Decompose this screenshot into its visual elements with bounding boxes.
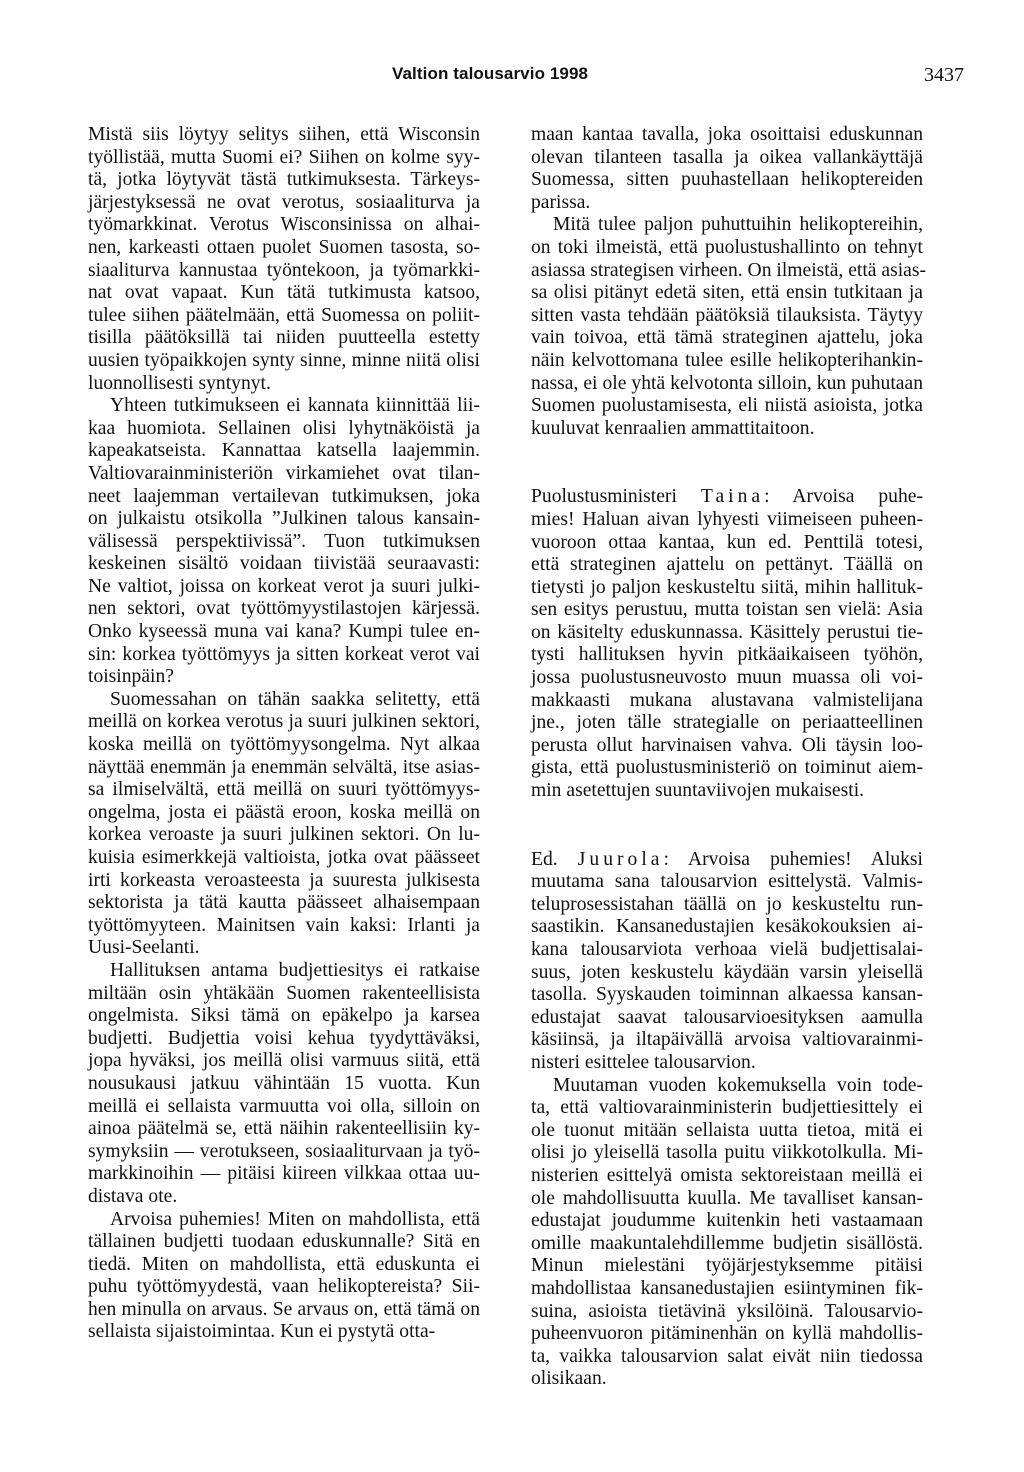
- text-line: näyttää enemmän ja enemmän selvältä, itse asias-: [88, 756, 480, 778]
- text-line: ole mahdollisuutta kuulla. Me tavalliset kansan-: [531, 1187, 923, 1209]
- paragraph: [531, 1075, 923, 1391]
- text-line: sen esitys perustuu, mutta toistan sen vielä: Asia: [531, 599, 923, 621]
- text-line: järjestyksessä ne ovat verotus, sosiaaliturva ja: [88, 191, 480, 213]
- text-line: Ne valtiot, joissa on korkeat verot ja suuri julki-: [88, 575, 480, 597]
- text-line: sektorista ja tätä kautta päässeet alhaisempaan: [88, 892, 480, 914]
- speaker-line: [531, 849, 923, 872]
- text-line: jne., joten tälle strategialle on periaatteellinen: [531, 712, 923, 734]
- text-line: työllistää, mutta Suomi ei? Siihen on kolme syy-: [88, 146, 480, 168]
- text-line: ongelma, josta ei päästä eroon, koska meillä on: [88, 801, 480, 823]
- speaker-prefix: Puolustusministeri: [531, 486, 701, 508]
- text-line: olisi jo yleisellä tasolla puitu viikkotolkulla. Mi-: [531, 1142, 923, 1164]
- text-line: välisessä perspektiivissä”. Tuon tutkimuksen: [88, 530, 480, 552]
- text-line: olevan tilanteen tasalla ja oikea vallankäyttäjä: [531, 146, 923, 168]
- paragraph: [88, 960, 480, 1209]
- text-line: nassa, ei ole yhtä kelvotonta silloin, kun puhutaan: [531, 372, 923, 394]
- text-line: koska meillä on työttömyysongelma. Nyt alkaa: [88, 734, 480, 756]
- text-line: Uusi-Seelanti.: [88, 937, 200, 959]
- text-line: siaaliturva kannustaa työntekoon, ja työmarkki-: [88, 259, 480, 281]
- text-line: kuisia esimerkkejä valtioista, jotka ovat päässeet: [88, 847, 480, 868]
- text-line: sa ilmiselvältä, että meillä on suuri työttömyys-: [88, 779, 480, 801]
- paragraph: [88, 395, 480, 689]
- text-line: ta, että valtiovarainministerin budjettiesittely ei: [531, 1097, 923, 1119]
- text-line: muutama sana talousarvion esittelystä. Valmis-: [531, 871, 923, 893]
- text-line: työttömyyteen. Mainitsen vain kaksi: Irlanti ja: [88, 914, 480, 936]
- text-line: nisteri esittelee talousarvion.: [531, 1051, 756, 1073]
- text-line: nisterien esittelyä omista sektoreistaan meillä ei: [531, 1164, 923, 1186]
- text-line: että strateginen ajattelu on pettänyt. Täällä on: [531, 554, 923, 576]
- text-line: maan kantaa tavalla, joka osoittaisi eduskunnan: [531, 124, 923, 145]
- text-line: min asetettujen suuntaviivojen mukaisesti.: [531, 780, 865, 802]
- text-line: Mistä siis löytyy selitys siihen, että Wisconsin: [88, 124, 480, 145]
- text-line: Minun mielestäni työjärjestyksemme pitäisi: [531, 1255, 923, 1277]
- text-line: Onko kyseessä muna vai kana? Kumpi tulee en-: [88, 621, 480, 643]
- text-line: ainoa päätelmä se, että näihin rakenteellisiin ky-: [88, 1118, 480, 1140]
- text-line: Hallituksen antama budjettiesitys ei ratkaise: [110, 959, 480, 981]
- text-line: sin: korkea työttömyys ja sitten korkeat verot vai: [88, 643, 480, 665]
- speaker-name: Juurola: [577, 848, 664, 870]
- page-header: [0, 64, 1024, 88]
- speaker-prefix: Ed.: [531, 848, 578, 870]
- text-line: korkea veroaste ja suuri julkinen sektori. On lu-: [88, 824, 480, 846]
- text-line: mahdollistaa kansanedustajien esiintyminen fik-: [531, 1277, 923, 1299]
- paragraph: [531, 214, 927, 440]
- text-line: omille maakuntalehdillemme budjetin sisällöstä.: [531, 1232, 923, 1254]
- paragraph: [531, 124, 923, 214]
- text-line: uusien työpaikkojen synty sinne, minne niitä olisi: [88, 349, 480, 371]
- text-line: Suomessa, sitten puuhastellaan helikoptereiden: [531, 169, 923, 191]
- text-line: tulee siihen päätelmään, että Suomessa on poliit-: [88, 304, 480, 326]
- text-line: miltään osin yhtäkään Suomen rakenteellisista: [88, 982, 480, 1004]
- text-line: perusta ollut harvinaisen vahva. Oli täysin loo-: [531, 734, 923, 756]
- text-line: symyksiin — verotukseen, sosiaaliturvaan ja työ-: [88, 1140, 480, 1162]
- text-line: Muutaman vuoden kokemuksella voin tode-: [553, 1074, 923, 1096]
- text-line: luonnollisesti syntynyt.: [88, 372, 271, 394]
- text-line: ole tuonut mitään sellaista uutta tietoa, mitä ei: [531, 1119, 923, 1141]
- text-line: asiassa strategisen virheen. On ilmeistä, että asias-: [531, 259, 927, 281]
- text-line: edustajat joudumme kuitenkin heti vastaamaan: [531, 1210, 923, 1232]
- text-line: edustajat saavat talousarvioesityksen aamulla: [531, 1006, 923, 1028]
- text-line: ongelmista. Siksi tämä on epäkelpo ja karsea: [88, 1005, 480, 1027]
- paragraph-gap: [531, 803, 923, 849]
- text-line: nat ovat vapaat. Kun tätä tutkimusta katsoo,: [88, 282, 480, 304]
- text-line: suina, asioista tietävinä yksilöinä. Talousarvio-: [531, 1300, 923, 1322]
- text-line: irti korkeasta veroasteesta ja suuresta julkisesta: [88, 869, 480, 891]
- text-line: on käsitelty eduskunnassa. Käsittely perustui tie-: [531, 621, 923, 643]
- text-line: teluprosessistahan täällä on jo keskusteltu run-: [531, 893, 923, 915]
- page-number: 3437: [924, 64, 964, 86]
- text-line: nousukausi jatkuu vähintään 15 vuotta. Kun: [88, 1072, 480, 1094]
- text-line: toisinpäin?: [88, 666, 174, 688]
- text-line: puheenvuoron pitäminenhän on kyllä mahdollis-: [531, 1323, 923, 1345]
- text-line: nen sektori, ovat työttömyystilastojen kärjessä.: [88, 598, 480, 620]
- text-line: tä, jotka löytyvät tästä tutkimuksesta. Tärkeys-: [88, 169, 480, 191]
- text-line: näin kelvottomana tulee esille helikopterihankin-: [531, 349, 923, 371]
- text-line: Mitä tulee paljon puhuttuihin helikoptereihin,: [553, 214, 923, 236]
- text-line: tällainen budjetti tuodaan eduskunnalle? Sitä en: [88, 1231, 480, 1253]
- paragraph: [531, 849, 923, 1075]
- text-line: gista, että puolustusministeriö on toiminut aiem-: [531, 757, 923, 779]
- text-line: meillä ei sellaista varmuutta voi olla, silloin on: [88, 1095, 480, 1117]
- text-line: Valtiovarainministeriön virkamiehet ovat tilan-: [88, 462, 480, 484]
- text-line: sa olisi pitänyt edetä siten, että ensin tutkitaan ja: [531, 282, 923, 304]
- speaker-line: [531, 486, 923, 509]
- text-line: tysti hallituksen hyvin pitkäaikaiseen työhön,: [531, 644, 923, 666]
- speaker-intro: : Arvoisa puhemies! Aluksi: [663, 848, 923, 870]
- speaker-intro: : Arvoisa puhe-: [764, 486, 923, 508]
- text-line: distava ote.: [88, 1185, 178, 1207]
- text-line: käsiinsä, ja iltapäivällä arvoisa valtiovarainmi-: [531, 1029, 923, 1051]
- text-line: ta, vaikka talousarvion salat eivät niin tiedossa: [531, 1345, 923, 1367]
- text-line: Suomen puolustamisesta, eli niistä asioista, jotka: [531, 395, 923, 417]
- text-line: saastikin. Kansanedustajien kesäkokouksien ai-: [531, 916, 923, 938]
- text-line: kaa huomiota. Sellainen olisi lyhytnäköistä ja: [88, 417, 480, 439]
- text-line: Arvoisa puhemies! Miten on mahdollista, että: [110, 1208, 480, 1230]
- text-line: on toki ilmeistä, että puolustushallinto on tehnyt: [531, 236, 923, 258]
- text-line: kapeakatseista. Kannattaa katsella laajemmin.: [88, 440, 480, 462]
- left-column: [88, 124, 480, 1344]
- text-line: tietysti jo paljon keskusteltu siitä, mihin hallituk-: [531, 576, 923, 598]
- text-line: jossa puolustusneuvosto muun muassa oli voi-: [531, 667, 923, 689]
- paragraph: [531, 486, 923, 802]
- text-line: budjetti. Budjettia voisi kehua tyydyttäväksi,: [88, 1027, 480, 1049]
- speaker-name: Taina: [700, 486, 765, 508]
- text-line: vuoroon ottaa kantaa, kun ed. Penttilä totesi,: [531, 531, 923, 553]
- text-line: kana talousarviota verhoaa vielä budjettisalai-: [531, 939, 923, 960]
- paragraph: [88, 689, 480, 960]
- text-line: tisilla päätöksillä tai niiden puutteella estetty: [88, 327, 480, 349]
- text-line: tiedä. Miten on mahdollista, että eduskunta ei: [88, 1253, 480, 1275]
- text-line: parissa.: [531, 191, 591, 213]
- text-line: nen, karkeasti ottaen puolet Suomen tasosta, so-: [88, 236, 480, 258]
- text-line: Suomessahan on tähän saakka selitetty, että: [110, 688, 480, 710]
- text-line: työmarkkinat. Verotus Wisconsinissa on alhai-: [88, 214, 480, 236]
- text-line: makkaasti mukana alustavana valmistelijana: [531, 689, 923, 711]
- text-line: on julkaistu otsikolla ”Julkinen talous kansain-: [88, 508, 480, 530]
- text-line: neet laajemman vertailevan tutkimuksen, joka: [88, 485, 480, 507]
- right-column: [531, 124, 927, 1391]
- text-line: puhu työttömyydestä, vaan helikoptereista? Sii-: [88, 1276, 480, 1298]
- text-line: kuuluvat kenraalien ammattitaitoon.: [531, 417, 815, 439]
- text-line: suus, joten keskustelu käydään varsin yleisellä: [531, 961, 923, 983]
- paragraph: [88, 124, 480, 395]
- text-line: sellaista sijaistoimintaa. Kun ei pystytä otta-: [88, 1321, 436, 1343]
- text-line: jopa hyväksi, jos meillä olisi varmuus siitä, että: [88, 1050, 480, 1072]
- text-line: mies! Haluan aivan lyhyesti viimeiseen puheen-: [531, 508, 923, 530]
- paragraph-gap: [531, 440, 923, 486]
- text-line: keskeinen sisältö voidaan tiivistää seuraavasti:: [88, 553, 480, 575]
- text-line: meillä on korkea verotus ja suuri julkinen sektori,: [88, 711, 480, 733]
- text-line: Yhteen tutkimukseen ei kannata kiinnittää lii-: [110, 395, 480, 417]
- paragraph: [88, 1209, 480, 1345]
- text-line: vain toivoa, että tämä strateginen ajattelu, joka: [531, 327, 923, 349]
- text-line: olisikaan.: [531, 1368, 607, 1390]
- text-line: sitten vasta tehdään päätöksiä tilauksista. Täytyy: [531, 304, 923, 326]
- text-line: hen minulla on arvaus. Se arvaus on, että tämä on: [88, 1298, 480, 1320]
- running-title: Valtion talousarvio 1998: [392, 64, 589, 83]
- text-line: tasolla. Syyskauden toiminnan alkaessa kansan-: [531, 984, 923, 1006]
- text-line: markkinoihin — pitäisi kiireen vilkkaa ottaa uu-: [88, 1163, 480, 1185]
